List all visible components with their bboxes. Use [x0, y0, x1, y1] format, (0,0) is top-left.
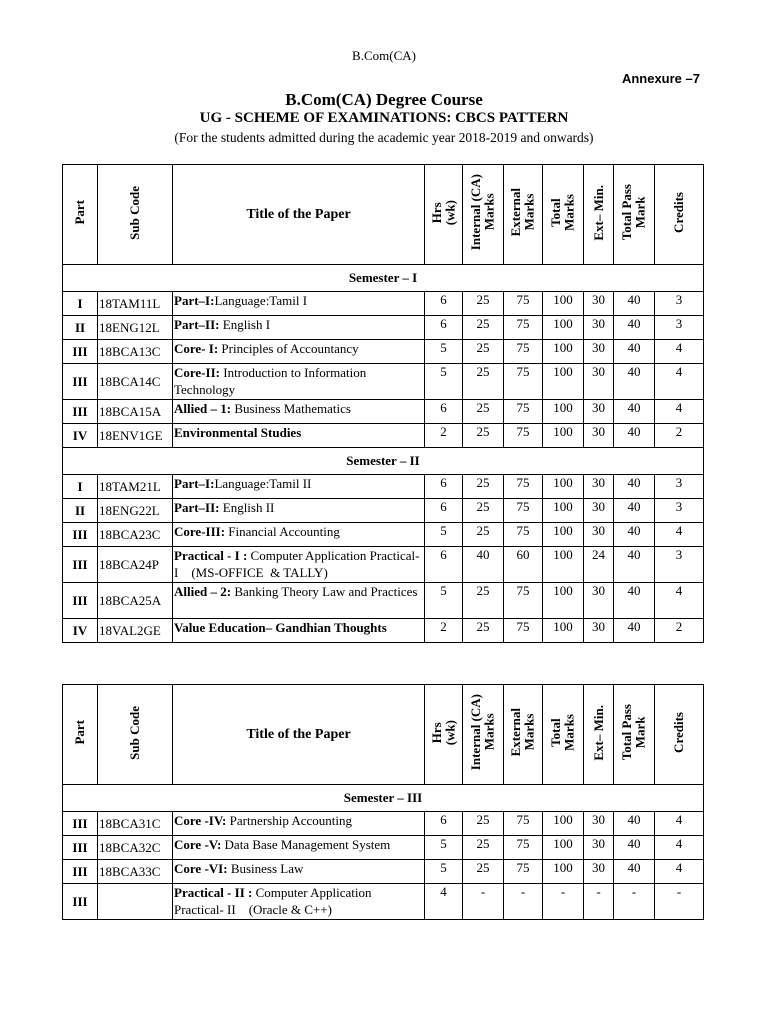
total-pass-cell: 40: [614, 860, 655, 884]
col-credits-header: Credits: [655, 165, 704, 265]
ext-min-cell: 30: [584, 292, 614, 316]
col-external-header: External Marks: [504, 685, 543, 785]
table-row: [63, 812, 704, 836]
part-cell: III: [63, 340, 98, 364]
hrs-cell: 5: [425, 583, 463, 619]
credits-cell: 4: [655, 812, 704, 836]
total-pass-cell: 40: [614, 475, 655, 499]
credits-cell: 3: [655, 316, 704, 340]
total-marks-cell: 100: [543, 340, 584, 364]
internal-marks-cell: 25: [463, 292, 504, 316]
paper-title-label: Core-II:: [174, 365, 220, 380]
external-marks-cell: 75: [504, 583, 543, 619]
paper-title-label: Core- I:: [174, 341, 219, 356]
subcode-cell: 18BCA15A: [98, 400, 173, 424]
subcode-cell: 18BCA32C: [98, 836, 173, 860]
ext-min-cell: 30: [584, 364, 614, 400]
col-title-header: Title of the Paper: [173, 165, 425, 265]
total-marks-cell: 100: [543, 364, 584, 400]
paper-title-label: Practical - I :: [174, 548, 248, 563]
paper-title-label: Allied – 2:: [174, 584, 232, 599]
col-extmin-header: Ext– Min.: [584, 165, 614, 265]
ext-min-cell: 30: [584, 812, 614, 836]
running-head: B.Com(CA): [352, 48, 416, 63]
external-marks-cell: 75: [504, 424, 543, 448]
external-marks-cell: 75: [504, 812, 543, 836]
paper-title-label: Core -V:: [174, 837, 222, 852]
paper-title-cell: [173, 860, 425, 884]
credits-cell: 4: [655, 860, 704, 884]
paper-title-label: Environmental Studies: [174, 425, 302, 440]
hrs-cell: 6: [425, 400, 463, 424]
col-hrs-header: Hrs (wk): [425, 165, 463, 265]
ext-min-cell: 30: [584, 583, 614, 619]
col-subcode-header: Sub Code: [98, 685, 173, 785]
table-row: [63, 340, 704, 364]
ext-min-cell: 30: [584, 499, 614, 523]
ext-min-cell: 24: [584, 547, 614, 583]
hrs-cell: 4: [425, 884, 463, 920]
paper-title-text: Language:Tamil I: [214, 293, 308, 308]
col-hrs-header: Hrs (wk): [425, 685, 463, 785]
table-row: [63, 619, 704, 643]
paper-title-label: Core-III:: [174, 524, 226, 539]
credits-cell: 4: [655, 523, 704, 547]
part-cell: III: [63, 812, 98, 836]
paper-title-text: Computer Application Practical- I (MS-OFFICE & TALLY): [174, 548, 423, 580]
total-pass-cell: 40: [614, 424, 655, 448]
part-cell: IV: [63, 424, 98, 448]
col-totalpass-header: Total Pass Mark: [614, 165, 655, 265]
table-row: [63, 400, 704, 424]
paper-title-text: Language:Tamil II: [214, 476, 312, 491]
external-marks-cell: 75: [504, 860, 543, 884]
ext-min-cell: 30: [584, 836, 614, 860]
table-row: [63, 292, 704, 316]
internal-marks-cell: 25: [463, 424, 504, 448]
table-row: [63, 475, 704, 499]
subcode-cell: 18VAL2GE: [98, 619, 173, 643]
paper-title-text: English I: [219, 317, 271, 332]
internal-marks-cell: 25: [463, 364, 504, 400]
hrs-cell: 5: [425, 836, 463, 860]
total-marks-cell: 100: [543, 583, 584, 619]
total-pass-cell: 40: [614, 400, 655, 424]
paper-title-label: Part–I:: [174, 476, 215, 491]
ext-min-cell: 30: [584, 619, 614, 643]
credits-cell: 2: [655, 424, 704, 448]
external-marks-cell: 75: [504, 316, 543, 340]
credits-cell: 3: [655, 547, 704, 583]
total-marks-cell: 100: [543, 523, 584, 547]
internal-marks-cell: -: [463, 884, 504, 920]
internal-marks-cell: 25: [463, 619, 504, 643]
paper-title-cell: [173, 400, 425, 424]
paper-title-cell: [173, 364, 425, 400]
part-cell: I: [63, 475, 98, 499]
hrs-cell: 5: [425, 364, 463, 400]
part-cell: III: [63, 583, 98, 619]
hrs-cell: 5: [425, 860, 463, 884]
table-header-row: [63, 685, 704, 785]
subcode-cell: 18BCA31C: [98, 812, 173, 836]
table-row: [63, 316, 704, 340]
total-pass-cell: 40: [614, 523, 655, 547]
credits-cell: 4: [655, 364, 704, 400]
internal-marks-cell: 25: [463, 340, 504, 364]
external-marks-cell: 75: [504, 364, 543, 400]
total-marks-cell: 100: [543, 499, 584, 523]
paper-title-text: Principles of Accountancy: [218, 341, 359, 356]
external-marks-cell: 75: [504, 340, 543, 364]
external-marks-cell: 75: [504, 836, 543, 860]
external-marks-cell: 75: [504, 292, 543, 316]
table-row: [63, 547, 704, 583]
total-marks-cell: 100: [543, 400, 584, 424]
col-external-header: External Marks: [504, 165, 543, 265]
subcode-cell: 18TAM21L: [98, 475, 173, 499]
hrs-cell: 6: [425, 812, 463, 836]
credits-cell: 4: [655, 400, 704, 424]
col-internal-header: Internal (CA) Marks: [463, 685, 504, 785]
subcode-cell: 18BCA23C: [98, 523, 173, 547]
ext-min-cell: 30: [584, 860, 614, 884]
part-cell: IV: [63, 619, 98, 643]
credits-cell: 2: [655, 619, 704, 643]
credits-cell: 3: [655, 475, 704, 499]
col-extmin-header: Ext– Min.: [584, 685, 614, 785]
credits-cell: 4: [655, 583, 704, 619]
total-marks-cell: 100: [543, 475, 584, 499]
document-subtitle: UG - SCHEME OF EXAMINATIONS: CBCS PATTERN: [199, 110, 569, 126]
hrs-cell: 5: [425, 340, 463, 364]
internal-marks-cell: 25: [463, 836, 504, 860]
total-pass-cell: 40: [614, 364, 655, 400]
subcode-cell: 18TAM11L: [98, 292, 173, 316]
table-row: [63, 523, 704, 547]
ext-min-cell: 30: [584, 523, 614, 547]
internal-marks-cell: 25: [463, 523, 504, 547]
external-marks-cell: -: [504, 884, 543, 920]
semester-heading: Semester – II: [63, 448, 704, 475]
internal-marks-cell: 25: [463, 475, 504, 499]
hrs-cell: 6: [425, 316, 463, 340]
paper-title-cell: [173, 424, 425, 448]
credits-cell: 4: [655, 836, 704, 860]
paper-title-cell: [173, 583, 425, 619]
paper-title-cell: [173, 836, 425, 860]
scheme-table-2: [62, 684, 704, 920]
part-cell: II: [63, 499, 98, 523]
ext-min-cell: 30: [584, 475, 614, 499]
part-cell: III: [63, 523, 98, 547]
paper-title-cell: [173, 619, 425, 643]
paper-title-cell: [173, 475, 425, 499]
subcode-cell: [98, 884, 173, 920]
paper-title-cell: [173, 812, 425, 836]
internal-marks-cell: 25: [463, 499, 504, 523]
total-marks-cell: -: [543, 884, 584, 920]
paper-title-cell: [173, 292, 425, 316]
subcode-cell: 18BCA33C: [98, 860, 173, 884]
internal-marks-cell: 25: [463, 400, 504, 424]
total-pass-cell: 40: [614, 812, 655, 836]
col-part-header: Part: [63, 685, 98, 785]
subcode-cell: 18BCA25A: [98, 583, 173, 619]
credits-cell: -: [655, 884, 704, 920]
paper-title-text: English II: [219, 500, 275, 515]
paper-title-label: Part–II:: [174, 317, 220, 332]
paper-title-text: Business Mathematics: [231, 401, 351, 416]
external-marks-cell: 75: [504, 475, 543, 499]
external-marks-cell: 75: [504, 523, 543, 547]
paper-title-text: Data Base Management System: [221, 837, 391, 852]
document-title: B.Com(CA) Degree Course: [285, 90, 483, 109]
internal-marks-cell: 25: [463, 583, 504, 619]
paper-title-label: Part–I:: [174, 293, 215, 308]
part-cell: III: [63, 364, 98, 400]
internal-marks-cell: 40: [463, 547, 504, 583]
total-marks-cell: 100: [543, 424, 584, 448]
hrs-cell: 6: [425, 292, 463, 316]
part-cell: III: [63, 860, 98, 884]
table-row: [63, 860, 704, 884]
semester-heading: Semester – I: [63, 265, 704, 292]
part-cell: III: [63, 836, 98, 860]
external-marks-cell: 75: [504, 619, 543, 643]
col-subcode-header: Sub Code: [98, 165, 173, 265]
ext-min-cell: 30: [584, 316, 614, 340]
total-pass-cell: 40: [614, 619, 655, 643]
part-cell: III: [63, 884, 98, 920]
total-pass-cell: 40: [614, 836, 655, 860]
hrs-cell: 6: [425, 499, 463, 523]
col-internal-header: Internal (CA) Marks: [463, 165, 504, 265]
paper-title-label: Core -VI:: [174, 861, 228, 876]
paper-title-label: Part–II:: [174, 500, 220, 515]
paper-title-cell: [173, 340, 425, 364]
total-pass-cell: 40: [614, 340, 655, 364]
scheme-table-1: [62, 164, 704, 643]
table-row: [63, 499, 704, 523]
total-marks-cell: 100: [543, 292, 584, 316]
total-marks-cell: 100: [543, 619, 584, 643]
external-marks-cell: 60: [504, 547, 543, 583]
hrs-cell: 6: [425, 475, 463, 499]
ext-min-cell: 30: [584, 340, 614, 364]
col-totalpass-header: Total Pass Mark: [614, 685, 655, 785]
paper-title-text: Banking Theory Law and Practices: [231, 584, 418, 599]
total-pass-cell: -: [614, 884, 655, 920]
semester-heading: Semester – III: [63, 785, 704, 812]
credits-cell: 4: [655, 340, 704, 364]
subcode-cell: 18ENG12L: [98, 316, 173, 340]
subcode-cell: 18ENG22L: [98, 499, 173, 523]
hrs-cell: 2: [425, 619, 463, 643]
paper-title-cell: [173, 316, 425, 340]
total-marks-cell: 100: [543, 860, 584, 884]
col-total-header: Total Marks: [543, 685, 584, 785]
subcode-cell: 18BCA14C: [98, 364, 173, 400]
table-row: [63, 424, 704, 448]
table-row: [63, 836, 704, 860]
admission-note: (For the students admitted during the academic year 2018-2019 and onwards): [174, 130, 594, 145]
paper-title-label: Practical - II :: [174, 885, 253, 900]
internal-marks-cell: 25: [463, 316, 504, 340]
subcode-cell: 18ENV1GE: [98, 424, 173, 448]
credits-cell: 3: [655, 292, 704, 316]
total-marks-cell: 100: [543, 547, 584, 583]
external-marks-cell: 75: [504, 499, 543, 523]
col-total-header: Total Marks: [543, 165, 584, 265]
col-credits-header: Credits: [655, 685, 704, 785]
paper-title-label: Allied – 1:: [174, 401, 232, 416]
part-cell: II: [63, 316, 98, 340]
subcode-cell: 18BCA13C: [98, 340, 173, 364]
paper-title-text: Computer Application Practical- II (Oracle & C++): [174, 885, 375, 917]
paper-title-label: Value Education– Gandhian Thoughts: [174, 620, 387, 635]
table-row: [63, 364, 704, 400]
col-part-header: Part: [63, 165, 98, 265]
total-pass-cell: 40: [614, 292, 655, 316]
total-pass-cell: 40: [614, 499, 655, 523]
ext-min-cell: 30: [584, 400, 614, 424]
annexure-label: Annexure –7: [621, 71, 700, 86]
internal-marks-cell: 25: [463, 812, 504, 836]
internal-marks-cell: 25: [463, 860, 504, 884]
total-marks-cell: 100: [543, 316, 584, 340]
hrs-cell: 2: [425, 424, 463, 448]
paper-title-cell: [173, 884, 425, 920]
total-marks-cell: 100: [543, 836, 584, 860]
total-pass-cell: 40: [614, 583, 655, 619]
hrs-cell: 6: [425, 547, 463, 583]
subcode-cell: 18BCA24P: [98, 547, 173, 583]
total-pass-cell: 40: [614, 547, 655, 583]
paper-title-cell: [173, 547, 425, 583]
ext-min-cell: 30: [584, 424, 614, 448]
paper-title-text: Financial Accounting: [225, 524, 340, 539]
part-cell: III: [63, 547, 98, 583]
paper-title-text: Business Law: [227, 861, 304, 876]
paper-title-cell: [173, 499, 425, 523]
table-row: [63, 884, 704, 920]
paper-title-cell: [173, 523, 425, 547]
table-header-row: [63, 165, 704, 265]
paper-title-text: Introduction to Information Technology: [174, 365, 370, 397]
external-marks-cell: 75: [504, 400, 543, 424]
total-marks-cell: 100: [543, 812, 584, 836]
paper-title-text: Partnership Accounting: [226, 813, 353, 828]
part-cell: III: [63, 400, 98, 424]
total-pass-cell: 40: [614, 316, 655, 340]
table-row: [63, 583, 704, 619]
part-cell: I: [63, 292, 98, 316]
hrs-cell: 5: [425, 523, 463, 547]
ext-min-cell: -: [584, 884, 614, 920]
paper-title-label: Core -IV:: [174, 813, 227, 828]
col-title-header: Title of the Paper: [173, 685, 425, 785]
credits-cell: 3: [655, 499, 704, 523]
